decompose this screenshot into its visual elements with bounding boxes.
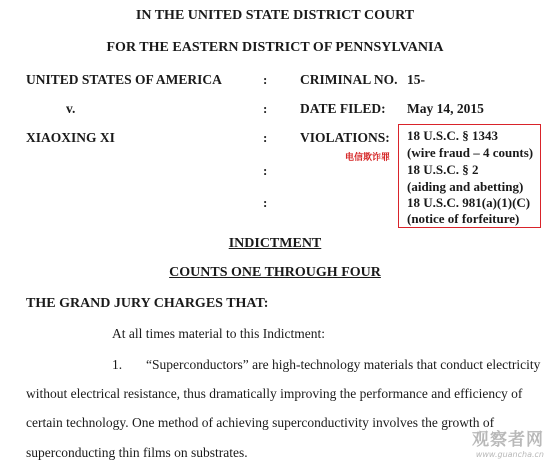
paragraph-line: superconducting thin films on substrates. [26, 445, 248, 460]
court-title-line-1: IN THE UNITED STATE DISTRICT COURT [135, 8, 415, 23]
chinese-annotation: 电信欺诈罪 [345, 153, 391, 163]
grand-jury-heading: THE GRAND JURY CHARGES THAT: [26, 296, 269, 311]
paragraph-line: without electrical resistance, thus dramatically improving the performance and efficiency of [26, 386, 523, 401]
versus-label: v. [66, 101, 76, 116]
violation-statute: 18 U.S.C. § 2 [407, 162, 479, 177]
date-filed-value: May 14, 2015 [407, 101, 484, 116]
caption-colon: : [263, 163, 268, 178]
plaintiff-name: UNITED STATES OF AMERICA [26, 72, 222, 87]
defendant-name: XIAOXING XI [26, 130, 115, 145]
watermark-text: 观察者网 [472, 430, 544, 450]
intro-sentence: At all times material to this Indictment: [112, 326, 325, 341]
violation-statute: 18 U.S.C. § 1343 [407, 128, 499, 143]
criminal-number-value: 15- [407, 72, 425, 87]
violation-description: (wire fraud – 4 counts) [407, 145, 534, 160]
violations-highlight-box [398, 124, 541, 228]
violation-description: (notice of forfeiture) [407, 211, 520, 226]
paragraph-line: certain technology. One method of achieving superconductivity involves the growth of [26, 415, 495, 430]
counts-heading: COUNTS ONE THROUGH FOUR [169, 265, 381, 280]
caption-colon: : [263, 72, 268, 87]
date-filed-label: DATE FILED: [300, 101, 386, 116]
court-title-line-2: FOR THE EASTERN DISTRICT OF PENNSYLVANIA [106, 40, 444, 55]
criminal-number-label: CRIMINAL NO. [300, 72, 398, 87]
violations-label: VIOLATIONS: [300, 130, 390, 145]
caption-colon: : [263, 195, 268, 210]
caption-colon: : [263, 101, 268, 116]
paragraph-number: 1. [112, 357, 123, 372]
watermark-logo [472, 425, 544, 459]
paragraph-line: “Superconductors” are high-technology materials that conduct electricity [146, 357, 541, 372]
watermark-url: www.guancha.cn [475, 450, 544, 459]
caption-colon: : [263, 130, 268, 145]
violation-statute: 18 U.S.C. 981(a)(1)(C) [407, 195, 531, 210]
indictment-heading: INDICTMENT [228, 236, 322, 251]
violation-description: (aiding and abetting) [407, 179, 524, 194]
